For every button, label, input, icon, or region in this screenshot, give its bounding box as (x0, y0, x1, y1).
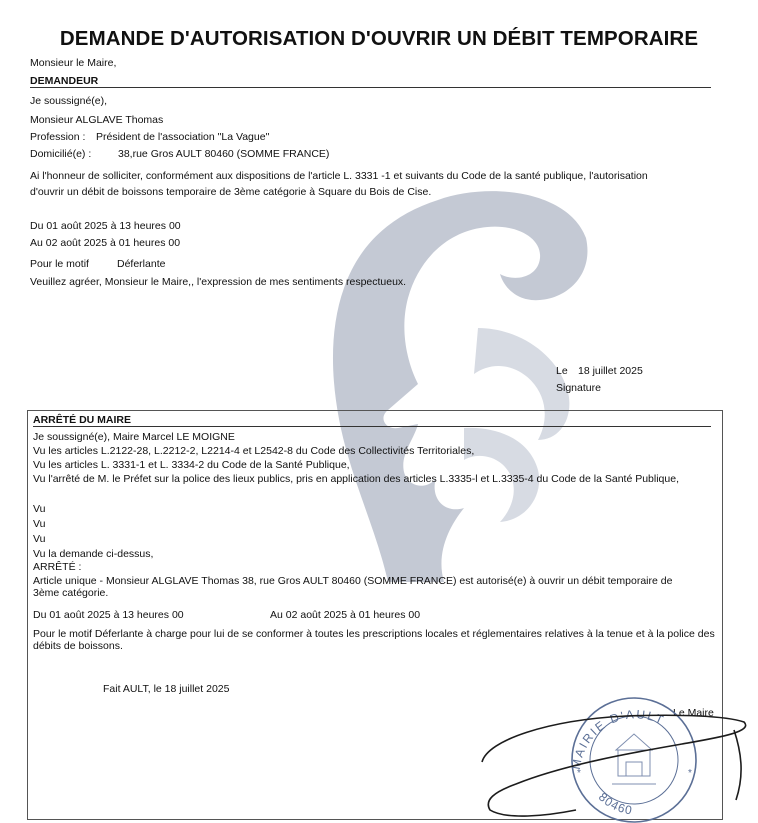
requester-name: Monsieur ALGLAVE Thomas (30, 114, 164, 126)
profession-label: Profession : (30, 131, 86, 143)
decree-vu-line: Vu (33, 533, 46, 545)
stamp-top-text: MAIRIE D'AULT (568, 707, 668, 771)
address-value: 38,rue Gros AULT 80460 (SOMME FRANCE) (118, 148, 330, 160)
decree-vu-line: Vu la demande ci-dessus, (33, 548, 154, 560)
decree-to-date: Au 02 août 2025 à 01 heures 00 (270, 609, 421, 621)
motive-label: Pour le motif (30, 258, 89, 270)
request-body-line-1: Ai l'honneur de solliciter, conformément aux dispositions de l'article L. 3331 -1 et suivants du Code de la santé publique, l'autorisation (30, 170, 648, 182)
decree-vu-line: Vu l'arrêté de M. le Préfet sur la police des lieux publics, pris en application des articles L.3335-l et L.3335-4 du Code de la Santé Publique, (33, 473, 679, 485)
request-body-line-2: d'ouvrir un débit de boissons temporaire de 3ème catégorie à Square du Bois de Cise. (30, 186, 432, 198)
salutation: Monsieur le Maire, (30, 57, 117, 69)
decree-vu-line: Vu (33, 503, 46, 515)
requester-section-heading: DEMANDEUR (30, 75, 99, 87)
decree-from-date: Du 01 août 2025 à 13 heures 00 (33, 609, 184, 621)
decree-heading-rule (33, 426, 711, 427)
decree-vu-line: Vu les articles L. 3331-1 et L. 3334-2 du Code de la Santé Publique, (33, 459, 350, 471)
request-closing: Veuillez agréer, Monsieur le Maire,, l'expression de mes sentiments respectueux. (30, 276, 407, 288)
stamp-bottom-text: 80460 (595, 789, 634, 818)
profession-value: Président de l'association "La Vague" (96, 131, 270, 143)
decree-done-at: Fait AULT, le 18 juillet 2025 (103, 683, 230, 695)
decree-article: Article unique - Monsieur ALGLAVE Thomas 38, rue Gros AULT 80460 (SOMME FRANCE) est autorisé(e) à ouvrir un débit temporaire de 3ème catégorie. (33, 575, 673, 599)
document-title: DEMANDE D'AUTORISATION D'OUVRIR UN DÉBIT TEMPORAIRE (59, 27, 699, 50)
decree-motive-text: Pour le motif Déferlante à charge pour lui de se conformer à toutes les prescriptions locales et réglementaires relatives à la tenue et à la police des débits de boissons. (33, 628, 715, 652)
svg-text:*: * (577, 768, 581, 779)
signature-label: Signature (556, 382, 601, 394)
mayor-label: Le Maire (673, 707, 714, 719)
official-stamp-icon (569, 698, 696, 822)
decree-vu-line: Vu (33, 518, 46, 530)
request-date: 18 juillet 2025 (578, 365, 643, 377)
request-to-date: Au 02 août 2025 à 01 heures 00 (30, 237, 181, 249)
requester-undersigned: Je soussigné(e), (30, 95, 108, 107)
mayor-stamp-and-signature (476, 692, 758, 823)
motive-value: Déferlante (117, 258, 166, 270)
svg-text:*: * (688, 768, 692, 779)
requester-heading-rule (30, 87, 711, 88)
request-from-date: Du 01 août 2025 à 13 heures 00 (30, 220, 181, 232)
decree-section-heading: ARRÊTÉ DU MAIRE (33, 414, 132, 426)
decree-arrete-label: ARRÊTÉ : (33, 561, 82, 573)
request-date-prefix: Le (556, 365, 568, 377)
decree-vu-line: Vu les articles L.2122-28, L.2212-2, L2214-4 et L2542-8 du Code des Collectivités Territoriales, (33, 445, 475, 457)
decree-undersigned: Je soussigné(e), Maire Marcel LE MOIGNE (33, 431, 235, 443)
address-label: Domicilié(e) : (30, 148, 92, 160)
